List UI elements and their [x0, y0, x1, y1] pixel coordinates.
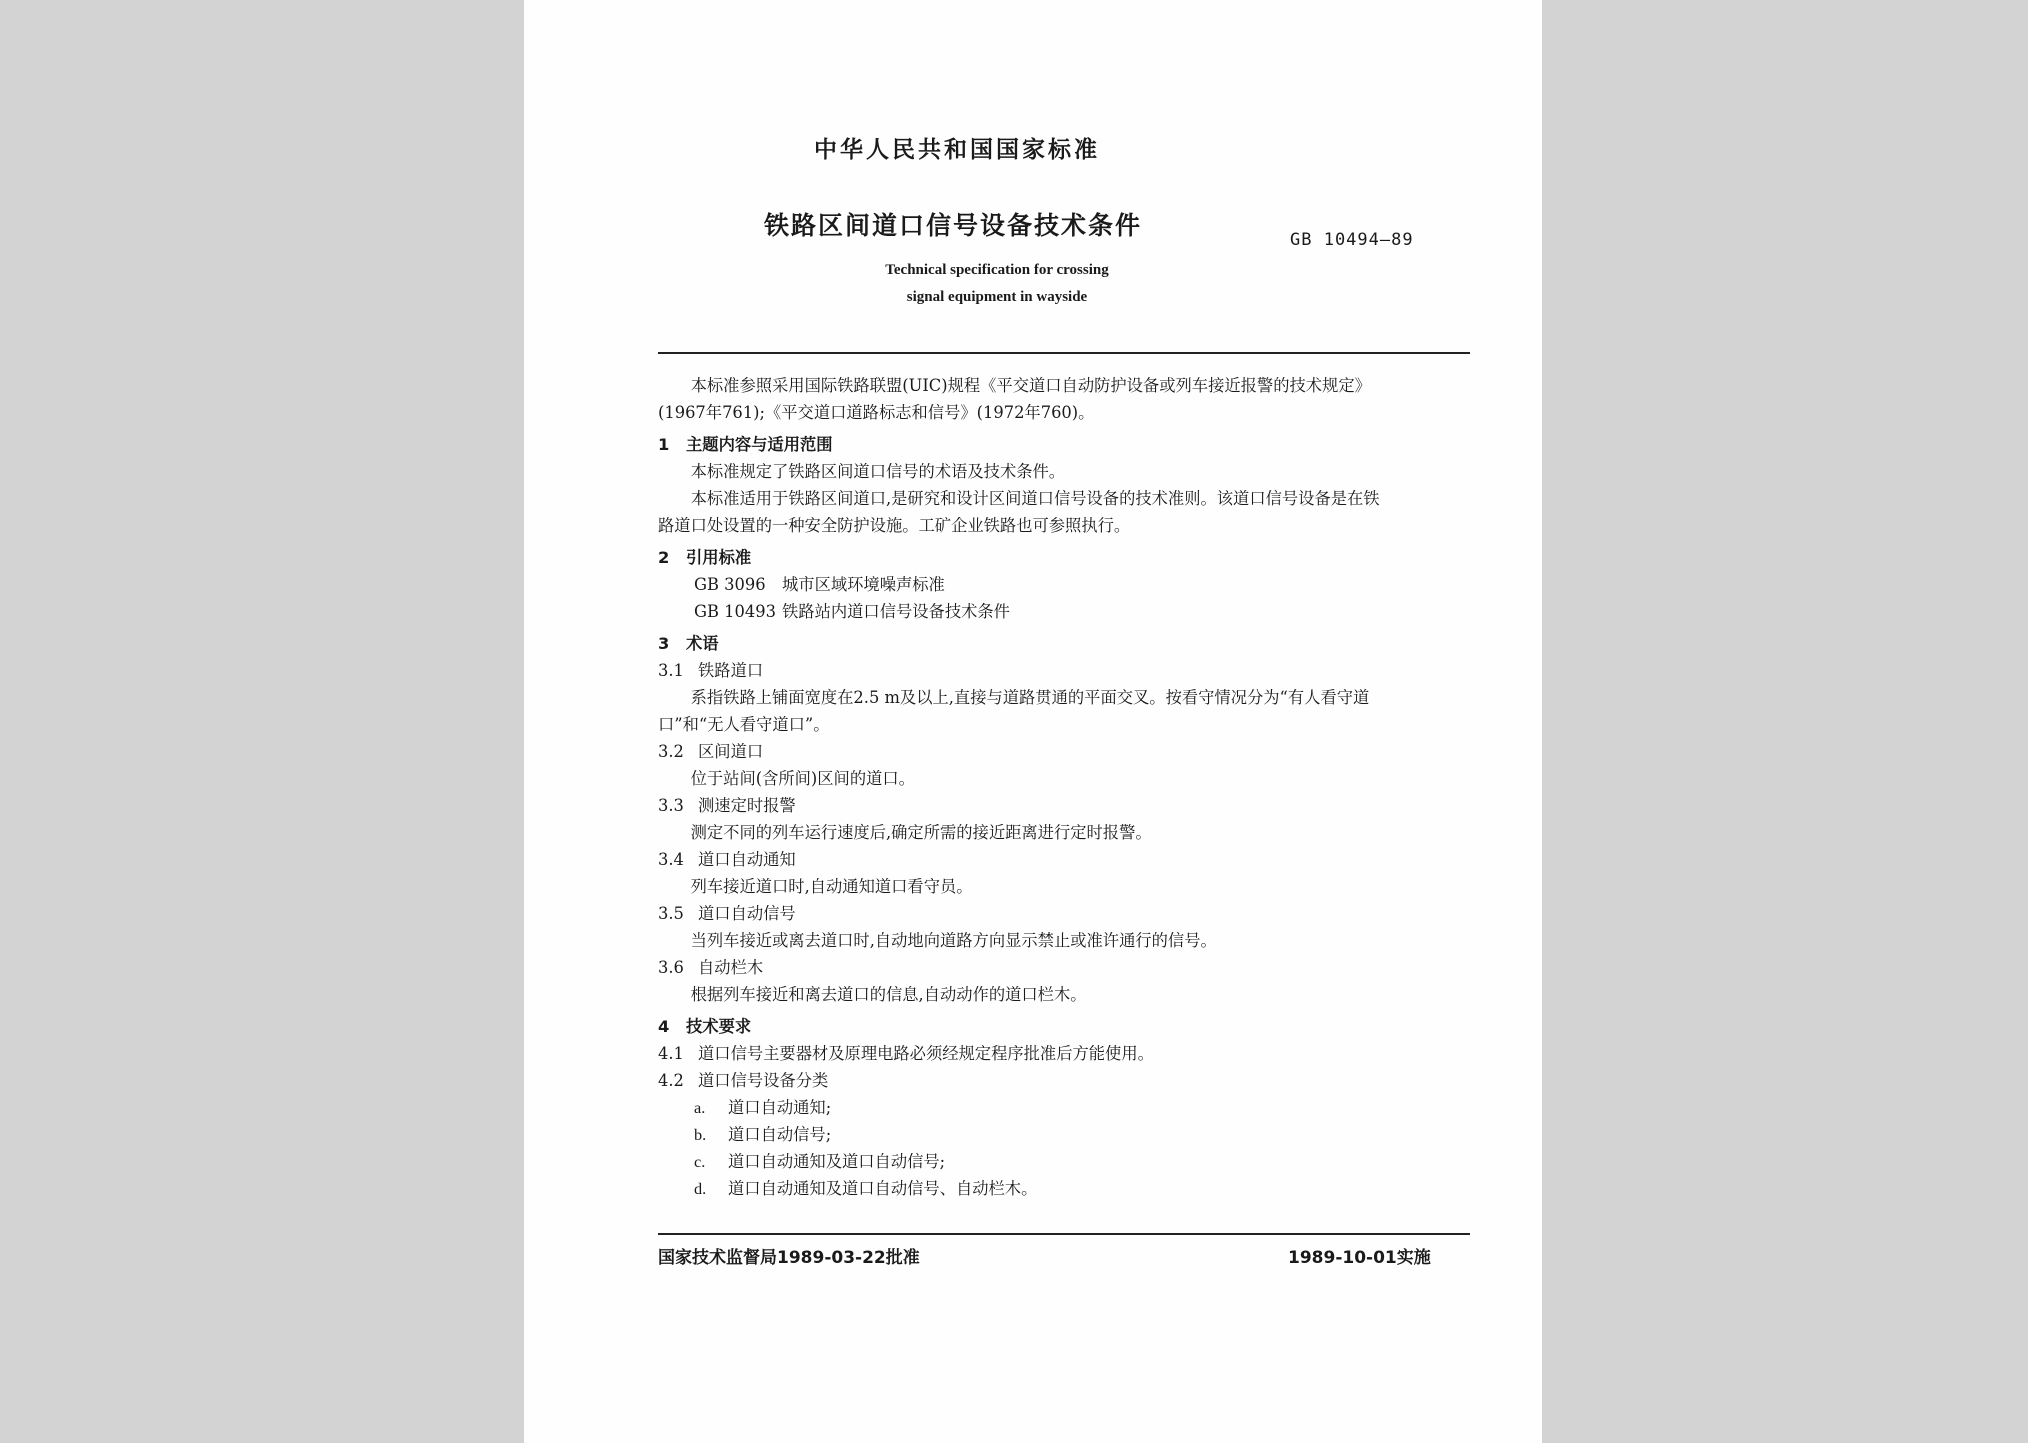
- section-title: 主题内容与适用范围: [686, 435, 833, 454]
- term-name: 道口自动信号: [698, 904, 796, 923]
- clause-text: 道口信号设备分类: [698, 1071, 829, 1090]
- term-number: 3.1: [658, 661, 684, 680]
- clause-number: 4.2: [658, 1071, 684, 1090]
- document-body: [658, 372, 1470, 1202]
- term-definition: 列车接近道口时,自动通知道口看守员。: [690, 877, 973, 896]
- term-heading: [658, 657, 1470, 684]
- section-title: 术语: [686, 634, 719, 653]
- term-heading: [658, 900, 1470, 927]
- reference-code: GB 10493: [694, 602, 776, 621]
- list-text: 道口自动通知及道口自动信号、自动栏木。: [728, 1179, 1038, 1198]
- effective-date: 1989-10-01实施: [1288, 1248, 1431, 1268]
- term-number: 3.2: [658, 742, 684, 761]
- list-item: [658, 1121, 1470, 1148]
- document-page: [524, 0, 1542, 1443]
- term-heading: [658, 954, 1470, 981]
- paragraph: 路道口处设置的一种安全防护设施。工矿企业铁路也可参照执行。: [658, 516, 1131, 535]
- top-divider: [658, 352, 1470, 354]
- term-definition: 位于站间(含所间)区间的道口。: [690, 769, 915, 788]
- standard-code: GB 10494—89: [1290, 230, 1414, 250]
- section-number: 4: [658, 1017, 670, 1036]
- term-heading: [658, 846, 1470, 873]
- english-title-line-1: Technical specification for crossing: [885, 262, 1109, 278]
- term-number: 3.4: [658, 850, 684, 869]
- section-number: 2: [658, 548, 670, 567]
- reference-name: 城市区域环境噪声标准: [782, 575, 945, 594]
- section-title: 引用标准: [686, 548, 752, 567]
- list-text: 道口自动通知及道口自动信号;: [728, 1152, 946, 1171]
- list-item: [658, 1148, 1470, 1175]
- term-name: 测速定时报警: [698, 796, 796, 815]
- list-item: [658, 1094, 1470, 1121]
- term-number: 3.6: [658, 958, 684, 977]
- clause: [658, 1040, 1470, 1067]
- reference-item: [658, 598, 1470, 625]
- standard-body-heading: 中华人民共和国国家标准: [814, 137, 1100, 163]
- section-number: 1: [658, 435, 670, 454]
- term-definition: 根据列车接近和离去道口的信息,自动动作的道口栏木。: [690, 985, 1087, 1004]
- list-text: 道口自动通知;: [728, 1098, 832, 1117]
- term-definition: 系指铁路上铺面宽度在2.5 m及以上,直接与道路贯通的平面交叉。按看守情况分为“有人看守道: [690, 688, 1370, 707]
- english-title-line-2: signal equipment in wayside: [906, 289, 1088, 305]
- paragraph: 本标准适用于铁路区间道口,是研究和设计区间道口信号设备的技术准则。该道口信号设备是在铁: [690, 489, 1380, 508]
- term-name: 铁路道口: [698, 661, 764, 680]
- term-heading: [658, 792, 1470, 819]
- list-label: c.: [694, 1152, 706, 1171]
- term-name: 道口自动通知: [698, 850, 796, 869]
- list-label: a.: [694, 1098, 706, 1117]
- paragraph: 本标准规定了铁路区间道口信号的术语及技术条件。: [690, 462, 1066, 481]
- list-label: d.: [694, 1179, 707, 1198]
- term-definition: 测定不同的列车运行速度后,确定所需的接近距离进行定时报警。: [690, 823, 1152, 842]
- bottom-divider: [658, 1233, 1470, 1235]
- term-definition: 当列车接近或离去道口时,自动地向道路方向显示禁止或准许通行的信号。: [690, 931, 1217, 950]
- term-number: 3.5: [658, 904, 684, 923]
- page-title: 铁路区间道口信号设备技术条件: [764, 211, 1143, 240]
- term-name: 区间道口: [698, 742, 764, 761]
- reference-code: GB 3096: [694, 575, 766, 594]
- intro-line-2: (1967年761);《平交道口道路标志和信号》(1972年760)。: [658, 403, 1095, 422]
- reference-name: 铁路站内道口信号设备技术条件: [782, 602, 1010, 621]
- list-text: 道口自动信号;: [728, 1125, 832, 1144]
- approval-date: 国家技术监督局1989-03-22批准: [658, 1248, 920, 1268]
- clause: [658, 1067, 1470, 1094]
- intro-line-1: 本标准参照采用国际铁路联盟(UIC)规程《平交道口自动防护设备或列车接近报警的技术规定》: [690, 376, 1371, 395]
- list-item: [658, 1175, 1470, 1202]
- section-3-heading: [658, 630, 1470, 657]
- clause-number: 4.1: [658, 1044, 684, 1063]
- section-4-heading: [658, 1013, 1470, 1040]
- section-1-heading: [658, 431, 1470, 458]
- section-2-heading: [658, 544, 1470, 571]
- clause-text: 道口信号主要器材及原理电路必须经规定程序批准后方能使用。: [698, 1044, 1154, 1063]
- term-number: 3.3: [658, 796, 684, 815]
- term-name: 自动栏木: [698, 958, 764, 977]
- term-heading: [658, 738, 1470, 765]
- section-title: 技术要求: [686, 1017, 752, 1036]
- section-number: 3: [658, 634, 670, 653]
- reference-item: [658, 571, 1470, 598]
- list-label: b.: [694, 1125, 707, 1144]
- term-definition-cont: 口”和“无人看守道口”。: [658, 715, 830, 734]
